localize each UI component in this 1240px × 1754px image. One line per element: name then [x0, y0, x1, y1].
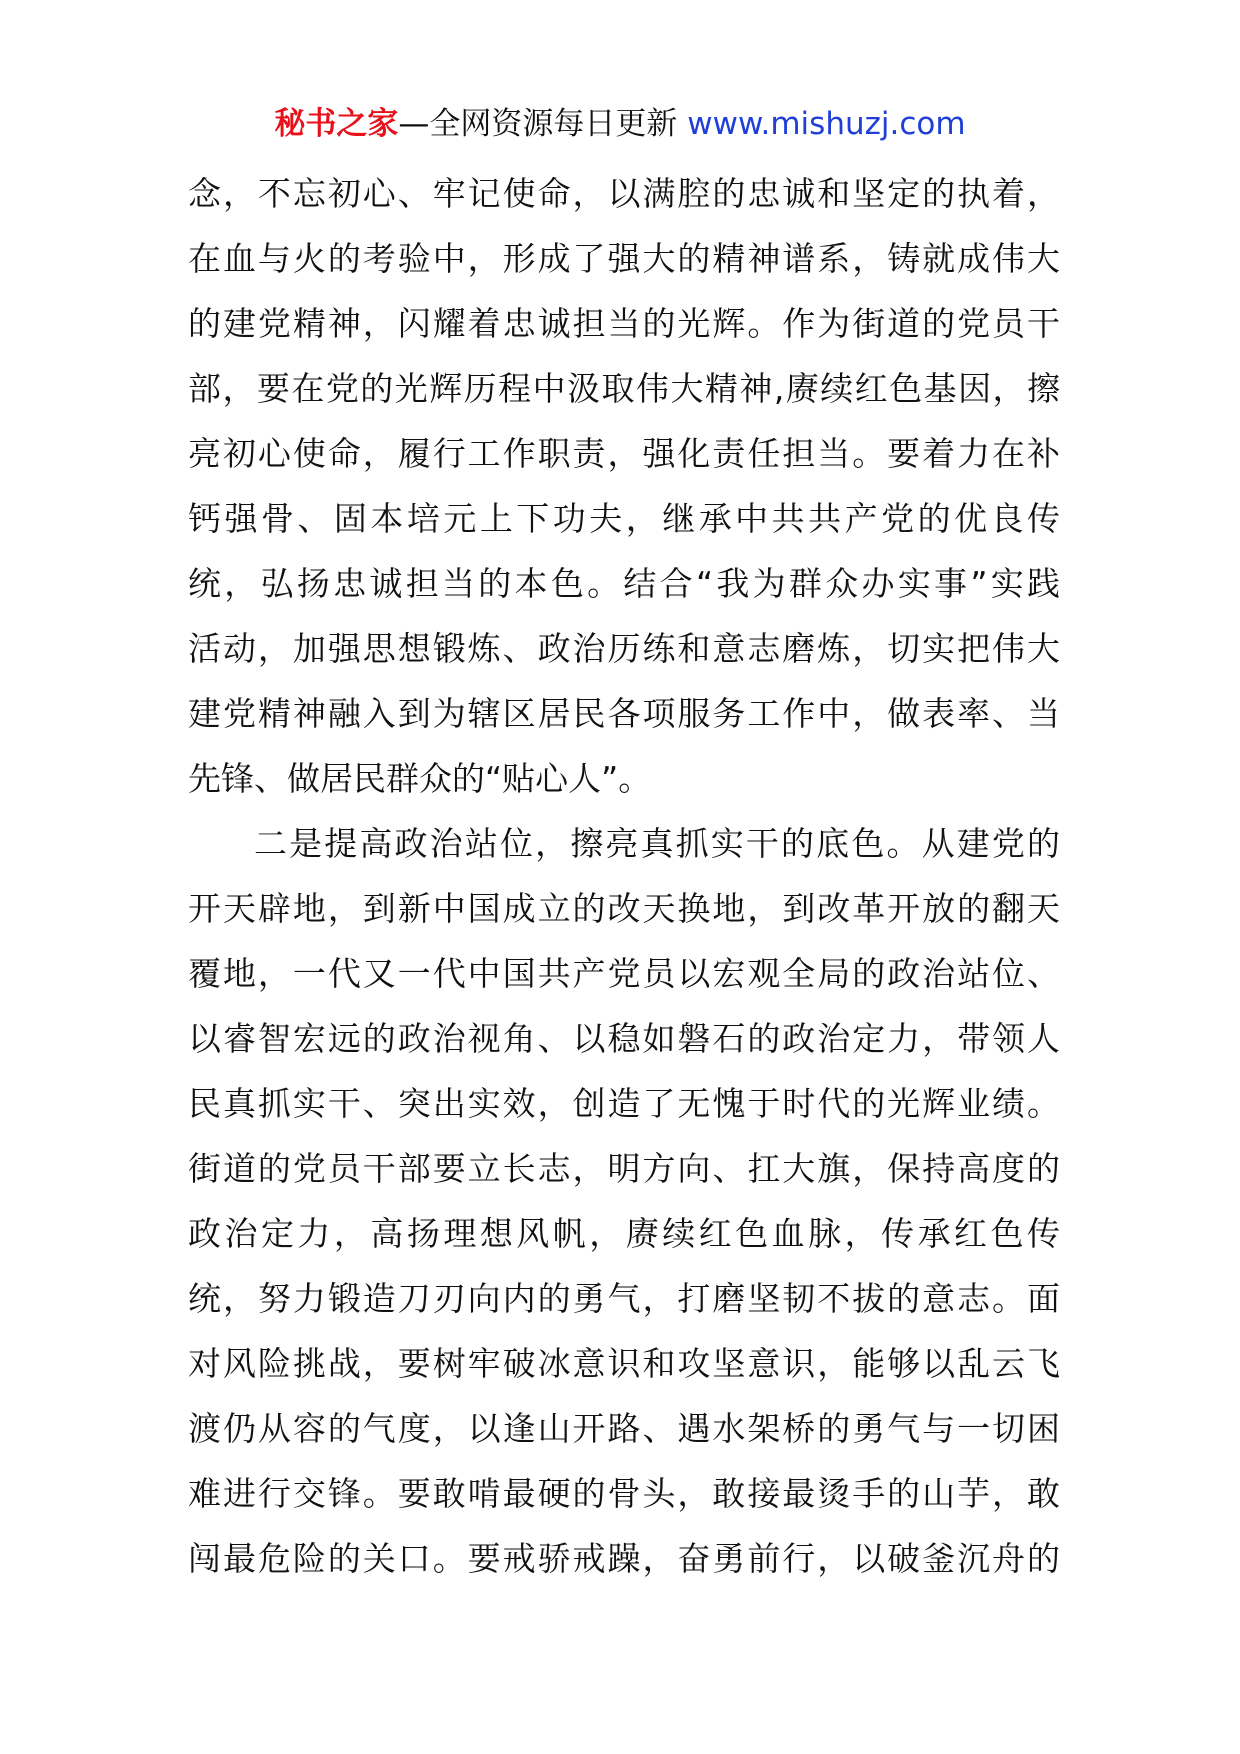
- text-line: 钙强骨、固本培元上下功夫，继承中共共产党的优良传: [188, 499, 1060, 538]
- text-line: 街道的党员干部要立长志，明方向、扛大旗，保持高度的: [188, 1149, 1060, 1188]
- text-line: 民真抓实干、突出实效，创造了无愧于时代的光辉业绩。: [188, 1084, 1060, 1123]
- paragraph-2: [188, 811, 1060, 1591]
- text-line: 闯最危险的关口。要戒骄戒躁，奋勇前行，以破釜沉舟的: [188, 1539, 1060, 1578]
- text-line: 亮初心使命，履行工作职责，强化责任担当。要着力在补: [188, 434, 1060, 473]
- text-line: 先锋、做居民群众的“贴心人”。: [188, 759, 652, 798]
- text-line: 在血与火的考验中，形成了强大的精神谱系，铸就成伟大: [188, 239, 1060, 278]
- text-line: 渡仍从容的气度，以逢山开路、遇水架桥的勇气与一切困: [188, 1409, 1060, 1448]
- text-line: 建党精神融入到为辖区居民各项服务工作中，做表率、当: [188, 694, 1060, 733]
- header-tagline: —全网资源每日更新: [398, 106, 678, 142]
- text-line: 活动，加强思想锻炼、政治历练和意志磨炼，切实把伟大: [188, 629, 1060, 668]
- text-line: 政治定力，高扬理想风帆，赓续红色血脉，传承红色传: [188, 1214, 1060, 1253]
- text-line: 二是提高政治站位，擦亮真抓实干的底色。从建党的: [254, 824, 1060, 863]
- text-line: 部，要在党的光辉历程中汲取伟大精神,赓续红色基因，擦: [188, 369, 1060, 408]
- site-header: [0, 104, 1240, 144]
- text-line: 对风险挑战，要树牢破冰意识和攻坚意识，能够以乱云飞: [188, 1344, 1060, 1383]
- header-brand: 秘书之家: [274, 106, 399, 142]
- text-line: 以睿智宏远的政治视角、以稳如磐石的政治定力，带领人: [188, 1019, 1060, 1058]
- text-line: 开天辟地，到新中国成立的改天换地，到改革开放的翻天: [188, 889, 1060, 928]
- text-line: 的建党精神，闪耀着忠诚担当的光辉。作为街道的党员干: [188, 304, 1060, 343]
- header-url-link[interactable]: www.mishuzj.com: [687, 106, 966, 142]
- text-line: 统，努力锻造刀刃向内的勇气，打磨坚韧不拔的意志。面: [188, 1279, 1060, 1318]
- text-line: 念，不忘初心、牢记使命，以满腔的忠诚和坚定的执着，: [188, 174, 1060, 213]
- text-line: 覆地，一代又一代中国共产党员以宏观全局的政治站位、: [188, 954, 1060, 993]
- document-body: [188, 161, 1060, 1591]
- text-line: 统，弘扬忠诚担当的本色。结合“我为群众办实事”实践: [188, 564, 1060, 603]
- paragraph-1: [188, 161, 1060, 811]
- text-line: 难进行交锋。要敢啃最硬的骨头，敢接最烫手的山芋，敢: [188, 1474, 1060, 1513]
